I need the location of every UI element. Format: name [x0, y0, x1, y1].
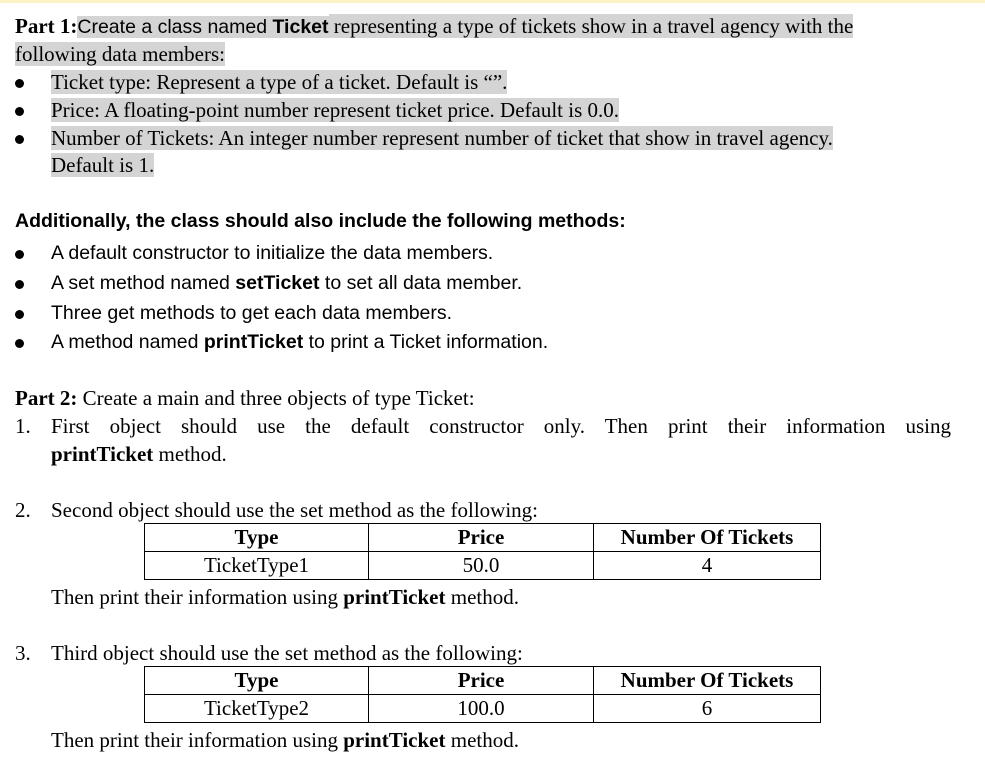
- header-price: Price: [369, 524, 594, 552]
- part1-line1: [15, 13, 853, 42]
- top-border: [0, 0, 985, 3]
- method-constructor: A default constructor to initialize the data members.: [51, 242, 494, 264]
- step3-text: Third object should use the set method as the following:: [51, 641, 523, 665]
- step2-number: 2.: [15, 498, 31, 522]
- bullet-icon: [15, 339, 24, 348]
- methods-heading: Additionally, the class should also include the following methods:: [15, 210, 626, 232]
- cell-number: 4: [594, 552, 821, 580]
- table-row: [145, 695, 821, 723]
- step2-text: Second object should use the set method as the following:: [51, 498, 538, 522]
- cell-price: 50.0: [369, 552, 594, 580]
- method-print: A method named printTicket to print a Ticket information.: [51, 331, 549, 353]
- part1-intro-b: representing a type of tickets show in a travel agency with the: [328, 14, 854, 38]
- part1-intro-line2: following data members:: [15, 42, 225, 66]
- step3-then: Then print their information using printTicket method.: [51, 728, 519, 752]
- step1-text-2: printTicket method.: [51, 442, 227, 466]
- header-number: Number Of Tickets: [594, 667, 821, 695]
- header-type: Type: [145, 524, 369, 552]
- header-type: Type: [145, 667, 369, 695]
- step3-number: 3.: [15, 641, 31, 665]
- ticket-table-1: [144, 523, 821, 580]
- bullet-icon: [15, 310, 24, 319]
- method-get: Three get methods to get each data members.: [51, 302, 453, 324]
- cell-type: TicketType2: [145, 695, 369, 723]
- member-number-default: Default is 1.: [51, 153, 155, 177]
- bullet-icon: [15, 250, 24, 259]
- cell-number: 6: [594, 695, 821, 723]
- bullet-icon: [15, 79, 24, 88]
- member-price: Price: A floating-point number represent ticket price. Default is 0.0.: [51, 98, 620, 122]
- member-ticket-type: Ticket type: Represent a type of a ticket. Default is “”.: [51, 70, 508, 94]
- step1-text: First object should use the default constructor only. Then print their information using: [51, 414, 951, 438]
- bullet-icon: [15, 280, 24, 289]
- table-header-row: [145, 667, 821, 695]
- part2-intro: Part 2: Create a main and three objects of type Ticket:: [15, 386, 475, 410]
- step1-number: 1.: [15, 414, 31, 438]
- class-name: Ticket: [272, 16, 329, 38]
- header-price: Price: [369, 667, 594, 695]
- part2-label: Part 2:: [15, 386, 78, 410]
- step2-then: Then print their information using printTicket method.: [51, 585, 519, 609]
- part1-intro-a: Create a class named: [77, 16, 273, 38]
- cell-price: 100.0: [369, 695, 594, 723]
- table-header-row: [145, 524, 821, 552]
- bullet-icon: [15, 135, 24, 144]
- member-number: Number of Tickets: An integer number represent number of ticket that show in travel agency.: [51, 126, 833, 150]
- part1-line2: [15, 41, 225, 68]
- header-number: Number Of Tickets: [594, 524, 821, 552]
- cell-type: TicketType1: [145, 552, 369, 580]
- part1-label: Part 1:: [15, 14, 78, 38]
- ticket-table-2: [144, 666, 821, 723]
- bullet-icon: [15, 107, 24, 116]
- method-set: A set method named setTicket to set all data member.: [51, 272, 523, 294]
- table-row: [145, 552, 821, 580]
